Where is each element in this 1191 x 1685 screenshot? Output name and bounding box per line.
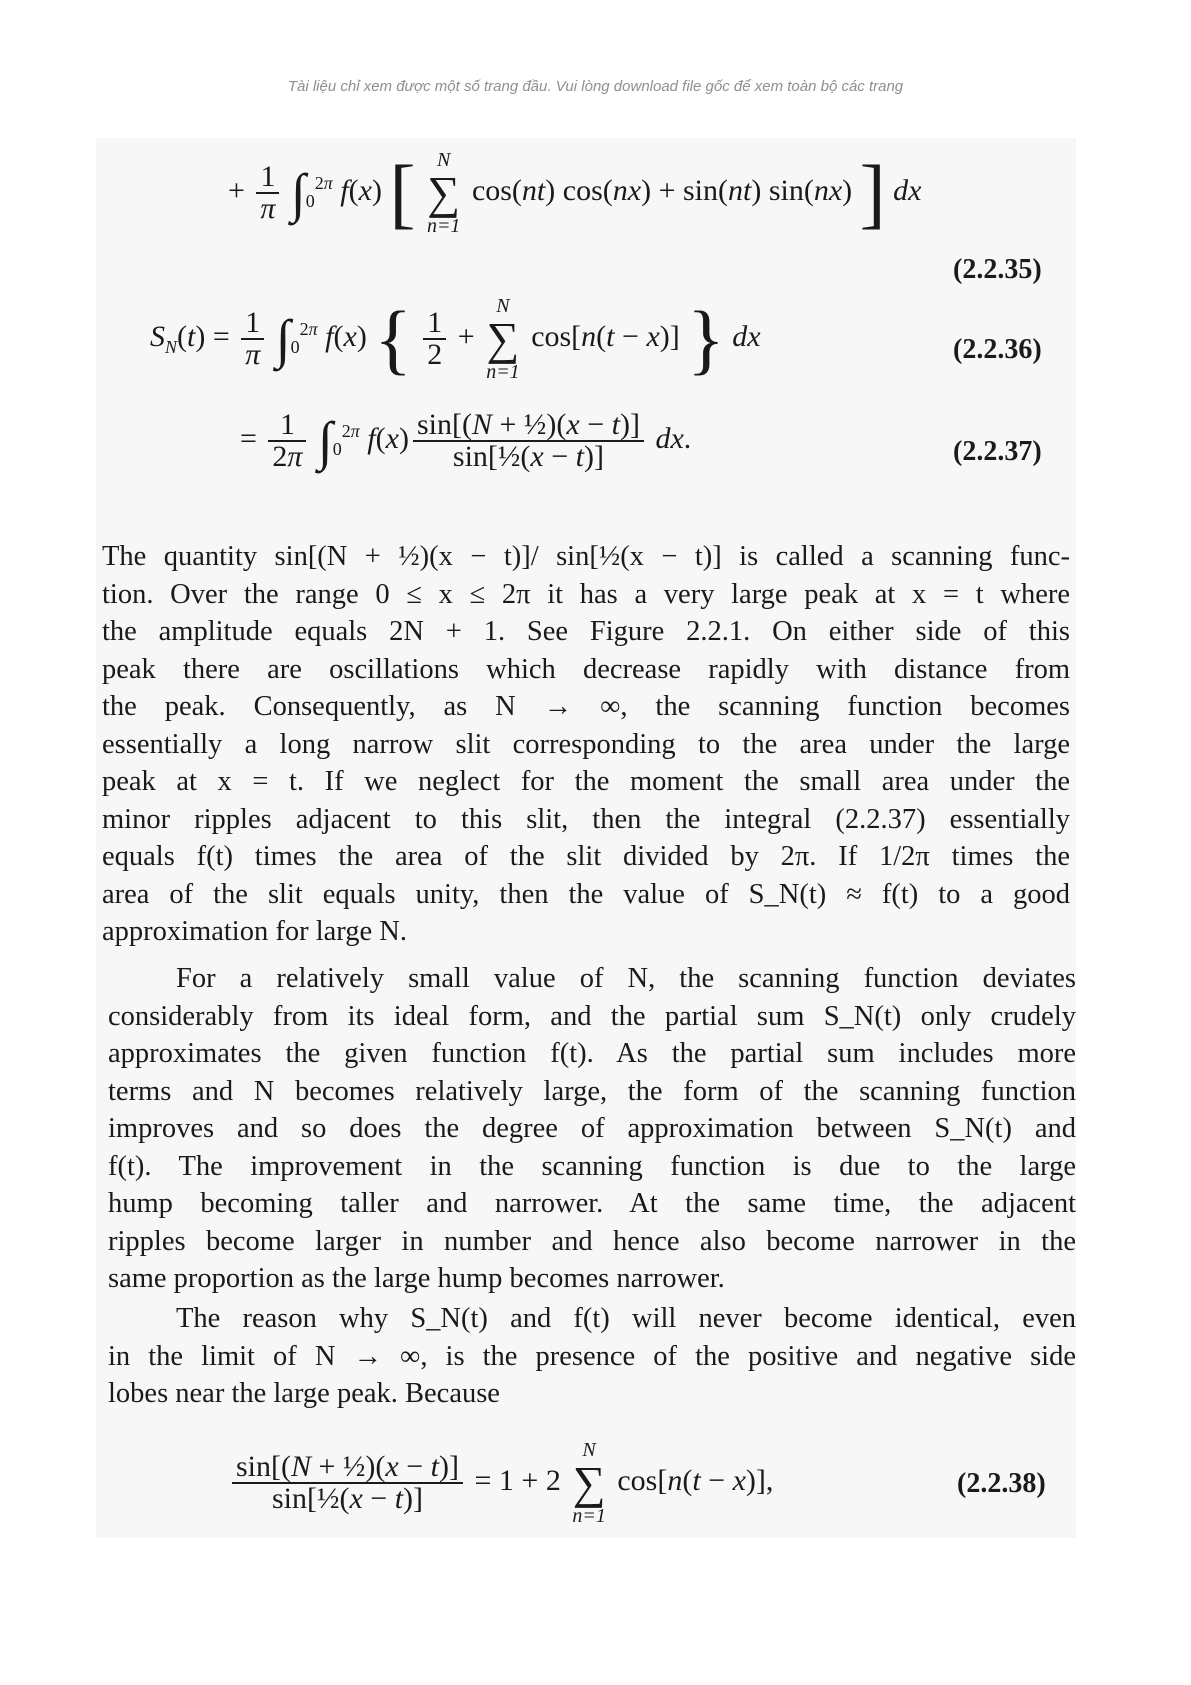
equation-2-2-35-line: + $\frac{1}{\pi}$ $\int_0^{2\pi}$ f(x) [ N ∑ n=1 cos(nt) cos(nx) + sin(nt) sin(nx) ] dx	[228, 149, 922, 237]
equation-2-2-38: $\frac{\text{sin[(N + ½)(x − t)]}}{\text{sin[½(x − t)]}}$ = 1 + 2 N ∑ n=1 cos[n(t − x)],	[228, 1440, 773, 1526]
text-line: the amplitude equals 2N + 1. See Figure 2.2.1. On either side of this	[102, 616, 1070, 647]
paragraph-2	[108, 960, 1076, 1298]
text-line: The reason why S_N(t) and f(t) will never become identical, even	[176, 1303, 1076, 1334]
text-line: ripples become larger in number and hence also become narrower in the	[108, 1225, 1076, 1257]
text-line: minor ripples adjacent to this slit, then the integral (2.2.37) essentially	[102, 803, 1070, 835]
text-line: approximation for large N.	[102, 916, 407, 947]
text-line: same proportion as the large hump becomes narrower.	[108, 1263, 725, 1294]
text-line: For a relatively small value of N, the scanning function deviates	[176, 963, 1076, 994]
text-line: peak at x = t. If we neglect for the moment the small area under the	[102, 766, 1070, 797]
text-line: equals f(t) times the area of the slit divided by 2π. If 1/2π times the	[102, 841, 1070, 872]
text-line: improves and so does the degree of approximation between S_N(t) and	[108, 1113, 1076, 1144]
preview-notice: Tài liệu chỉ xem được một số trang đầu. Vui lòng download file gốc để xem toàn bộ các trang	[287, 78, 904, 95]
equation-number: (2.2.38)	[957, 1468, 1046, 1499]
text-line: The quantity sin[(N + ½)(x − t)]/ sin[½(x − t)] is called a scanning func-	[102, 541, 1070, 572]
text-line: terms and N becomes relatively large, the form of the scanning function	[108, 1075, 1076, 1107]
equation-number: (2.2.37)	[953, 436, 1042, 467]
equation-number: (2.2.36)	[953, 334, 1042, 365]
text-line: approximates the given function f(t). As the partial sum includes more	[108, 1038, 1076, 1069]
text-line: lobes near the large peak. Because	[108, 1378, 500, 1409]
text-line: in the limit of N → ∞, is the presence of the positive and negative side	[108, 1340, 1076, 1372]
text-line: tion. Over the range 0 ≤ x ≤ 2π it has a very large peak at x = t where	[102, 578, 1070, 610]
equation-2-2-36: $S_N(t)$ = $\frac{1}{\pi}$ $\int_0^{2\pi}$ f(x) { $\frac{1}{2}$ + N ∑ n=1 cos[n(t − x)] } dx	[150, 295, 761, 383]
equation-2-2-37: = $\frac{1}{2\pi}$ $\int_0^{2\pi}$ f(x) $\frac{\text{sin[(N + ½)(x − t)]}}{\text{sin[½(x − t)]}}$ dx.	[240, 408, 692, 473]
paragraph-3	[108, 1300, 1076, 1413]
equation-number: (2.2.35)	[953, 254, 1042, 285]
text-line: essentially a long narrow slit corresponding to the area under the large	[102, 728, 1070, 760]
text-line: considerably from its ideal form, and the partial sum S_N(t) only crudely	[108, 1000, 1076, 1032]
text-line: hump becoming taller and narrower. At the same time, the adjacent	[108, 1188, 1076, 1219]
text-line: the peak. Consequently, as N → ∞, the scanning function becomes	[102, 691, 1070, 722]
paragraph-1	[102, 538, 1070, 951]
text-line: peak there are oscillations which decrease rapidly with distance from	[102, 653, 1070, 685]
text-line: area of the slit equals unity, then the value of S_N(t) ≈ f(t) to a good	[102, 878, 1070, 910]
text-line: f(t). The improvement in the scanning function is due to the large	[108, 1150, 1076, 1182]
